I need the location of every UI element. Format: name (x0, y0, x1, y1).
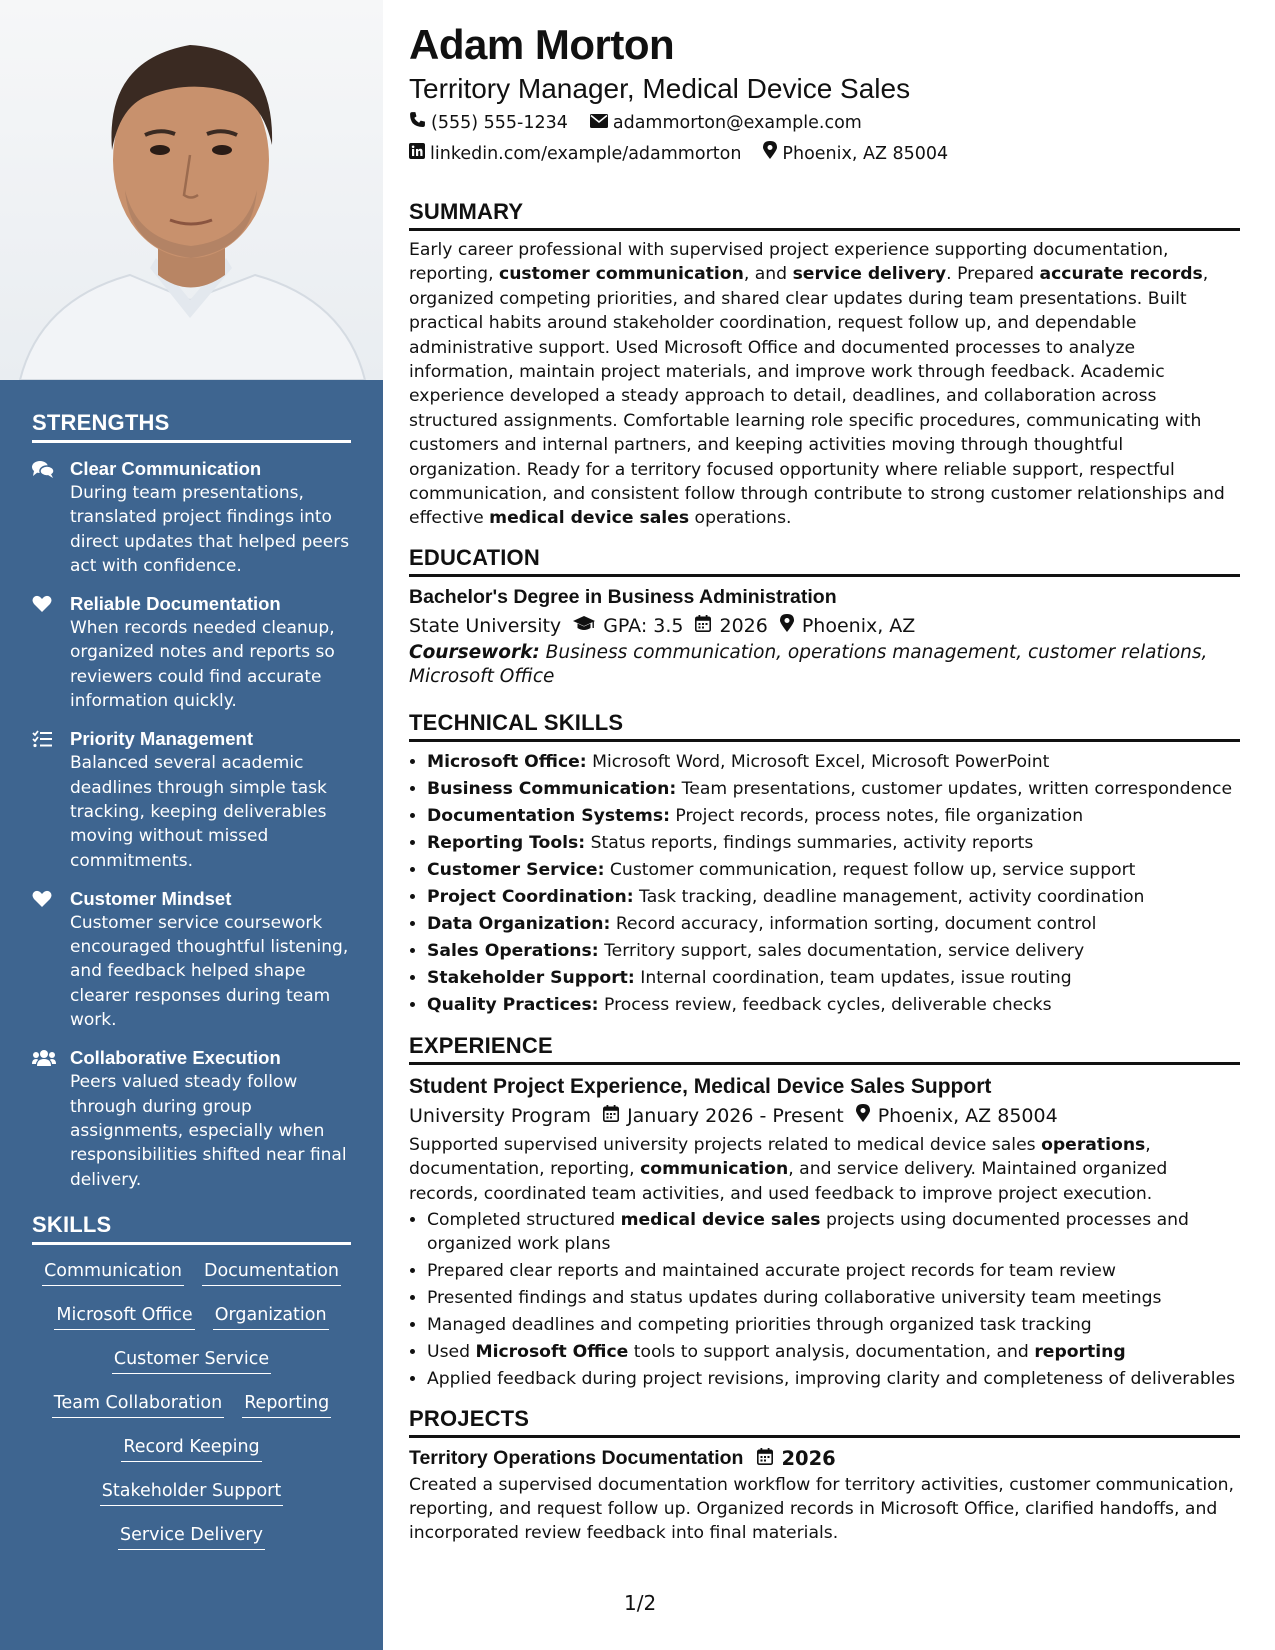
candidate-name: Adam Morton (409, 21, 675, 68)
education-heading: EDUCATION (409, 545, 1240, 577)
list-item: • Stakeholder Support: Internal coordination, team updates, issue routing (427, 965, 1240, 992)
heart-icon (32, 592, 70, 713)
experience-meta (409, 1101, 1240, 1131)
list-item: • Quality Practices: Process review, feedback cycles, deliverable checks (427, 992, 1240, 1019)
strengths-heading: STRENGTHS (32, 410, 351, 443)
strength-item (32, 592, 351, 713)
skill-tag: Documentation (202, 1259, 341, 1286)
list-item: • Business Communication: Team presentations, customer updates, written correspondence (427, 776, 1240, 803)
list-item: • Presented findings and status updates during collaborative university team meetings (427, 1286, 1240, 1310)
gpa-text: GPA: 3.5 (603, 614, 684, 637)
technical-skills-list (409, 749, 1240, 1019)
strength-title: Clear Communication (70, 458, 262, 479)
education-meta (409, 611, 1240, 641)
phone-text: (555) 555-1234 (431, 113, 568, 133)
strength-desc: When records needed cleanup, organized notes and reports so reviewers could find accurate information quickly. (70, 618, 335, 712)
education-location: Phoenix, AZ (801, 614, 916, 637)
graduation-cap-icon (573, 611, 603, 641)
skills-row (32, 1391, 351, 1418)
list-item: • Project Coordination: Task tracking, deadline management, activity coordination (427, 884, 1240, 911)
experience-title: Student Project Experience, Medical Device Sales Support (409, 1074, 992, 1098)
email-item[interactable] (590, 108, 862, 138)
skills-row (32, 1303, 351, 1330)
experience-dates: January 2026 - Present (627, 1104, 844, 1127)
skill-tag: Team Collaboration (52, 1391, 224, 1418)
contact-row (409, 108, 1240, 138)
project-description: Created a supervised documentation workflow for territory activities, customer communication, reporting, and request follow up. Organized records in Microsoft Office, clarified handoffs, and incorporated review feedback into final materials. (409, 1474, 1234, 1544)
project-year: 2026 (781, 1446, 836, 1470)
skills-row (32, 1523, 351, 1550)
sidebar (0, 0, 383, 1650)
skill-tag: Customer Service (112, 1347, 271, 1374)
degree-title: Bachelor's Degree in Business Administration (409, 585, 837, 608)
organization-text: University Program (409, 1104, 592, 1127)
skill-tag: Microsoft Office (54, 1303, 194, 1330)
list-item: • Documentation Systems: Project records, process notes, file organization (427, 803, 1240, 830)
sidebar-content (32, 410, 351, 1567)
checklist-icon (32, 727, 70, 872)
experience-heading: EXPERIENCE (409, 1033, 1240, 1065)
skills-row (32, 1347, 351, 1374)
phone-item[interactable] (409, 108, 568, 138)
skill-tag: Communication (42, 1259, 184, 1286)
list-item: • Customer Service: Customer communication, request follow up, service support (427, 857, 1240, 884)
strength-desc: Balanced several academic deadlines through simple task tracking, keeping deliverables moving without missed commitments. (70, 753, 327, 871)
strength-title: Priority Management (70, 728, 253, 750)
linkedin-text: linkedin.com/example/adammorton (430, 144, 742, 164)
page-number: 1/2 (624, 1591, 657, 1615)
list-item: • Managed deadlines and competing priorities through organized task tracking (427, 1313, 1240, 1337)
location-item (763, 139, 948, 169)
map-pin-icon (763, 139, 782, 169)
list-item: • Sales Operations: Territory support, sales documentation, service delivery (427, 938, 1240, 965)
skill-tag: Record Keeping (121, 1435, 261, 1462)
main-content (409, 20, 1240, 1546)
list-item: • Applied feedback during project revisions, improving clarity and completeness of deliverables (427, 1367, 1240, 1391)
list-item: • Completed structured medical device sales projects using documented processes and organized work plans (427, 1208, 1240, 1256)
skill-tag: Organization (213, 1303, 329, 1330)
profile-photo (0, 0, 383, 380)
chat-bubbles-icon (32, 457, 70, 578)
strength-title: Collaborative Execution (70, 1047, 281, 1069)
strength-title: Reliable Documentation (70, 593, 281, 615)
coursework: Coursework: Business communication, operations management, customer relations, Microsoft Office (409, 641, 1208, 688)
summary-heading: SUMMARY (409, 199, 1240, 231)
strength-desc: Customer service coursework encouraged thoughtful listening, and feedback helped shape clearer responses during team work. (70, 912, 349, 1031)
contact-row (409, 139, 1240, 169)
graduation-year: 2026 (719, 614, 768, 637)
skills-row (32, 1435, 351, 1462)
list-item: • Used Microsoft Office tools to support analysis, documentation, and reporting (427, 1340, 1240, 1364)
skills-row (32, 1479, 351, 1506)
heart-icon (32, 887, 70, 1032)
linkedin-icon (409, 139, 430, 169)
skill-tag: Stakeholder Support (100, 1479, 283, 1506)
strength-item (32, 1046, 351, 1191)
strength-item (32, 727, 351, 872)
skill-tag: Service Delivery (118, 1523, 265, 1550)
linkedin-item[interactable] (409, 139, 741, 169)
map-pin-icon (856, 1101, 878, 1131)
skills-row (32, 1259, 351, 1286)
calendar-icon (603, 1101, 627, 1131)
list-item: • Reporting Tools: Status reports, findings summaries, activity reports (427, 830, 1240, 857)
job-title: Territory Manager, Medical Device Sales (409, 73, 911, 104)
experience-description: Supported supervised university projects related to medical device sales operations, documentation, reporting, communication, and service delivery. Maintained organized records, coordinated team activities, and used feedback to improve project execution. (409, 1134, 1168, 1204)
map-pin-icon (780, 611, 802, 641)
skills-heading: SKILLS (32, 1212, 351, 1245)
strength-item (32, 887, 351, 1032)
list-item: • Microsoft Office: Microsoft Word, Microsoft Excel, Microsoft PowerPoint (427, 749, 1240, 776)
projects-heading: PROJECTS (409, 1406, 1240, 1438)
experience-bullets (409, 1208, 1240, 1391)
experience-location: Phoenix, AZ 85004 (877, 1104, 1058, 1127)
users-icon (32, 1046, 70, 1191)
strength-item (32, 457, 351, 578)
technical-skills-heading: TECHNICAL SKILLS (409, 710, 1240, 742)
envelope-icon (590, 108, 613, 138)
location-text: Phoenix, AZ 85004 (782, 144, 949, 164)
calendar-icon (757, 1445, 781, 1473)
project-title: Territory Operations Documentation (409, 1447, 744, 1469)
email-text: adammorton@example.com (612, 113, 862, 133)
calendar-icon (695, 611, 719, 641)
strength-desc: During team presentations, translated project findings into direct updates that helped peers act with confidence. (70, 483, 350, 576)
summary-text: Early career professional with supervised project experience supporting documentation, reporting, customer communication, and service delivery. Prepared accurate records, organized competing priorities, and shared clear updates during team presentations. Built practical habits around stakeholder coordination, request follow up, and dependable administrative support. Used Microsoft Office and documented processes to analyze information, maintain project materials, and improve work through feedback. Academic experience developed a steady approach to detail, deadlines, and collaboration across structured assignments. Comfortable learning role specific procedures, communicating with customers and internal partners, and keeping activities moving through thoughtful organization. Ready for a territory focused opportunity where reliable support, respectful communication, and consistent follow through contribute to strong customer relationships and effective medical device sales operations. (409, 240, 1225, 529)
skill-tag: Reporting (242, 1391, 331, 1418)
strength-desc: Peers valued steady follow through during group assignments, especially when responsibilities shifted near final delivery. (70, 1072, 347, 1190)
project-title-row (409, 1445, 1240, 1473)
list-item: • Prepared clear reports and maintained accurate project records for team review (427, 1259, 1240, 1283)
list-item: • Data Organization: Record accuracy, information sorting, document control (427, 911, 1240, 938)
phone-icon (409, 108, 431, 138)
school-text: State University (409, 614, 562, 637)
strength-title: Customer Mindset (70, 887, 232, 909)
